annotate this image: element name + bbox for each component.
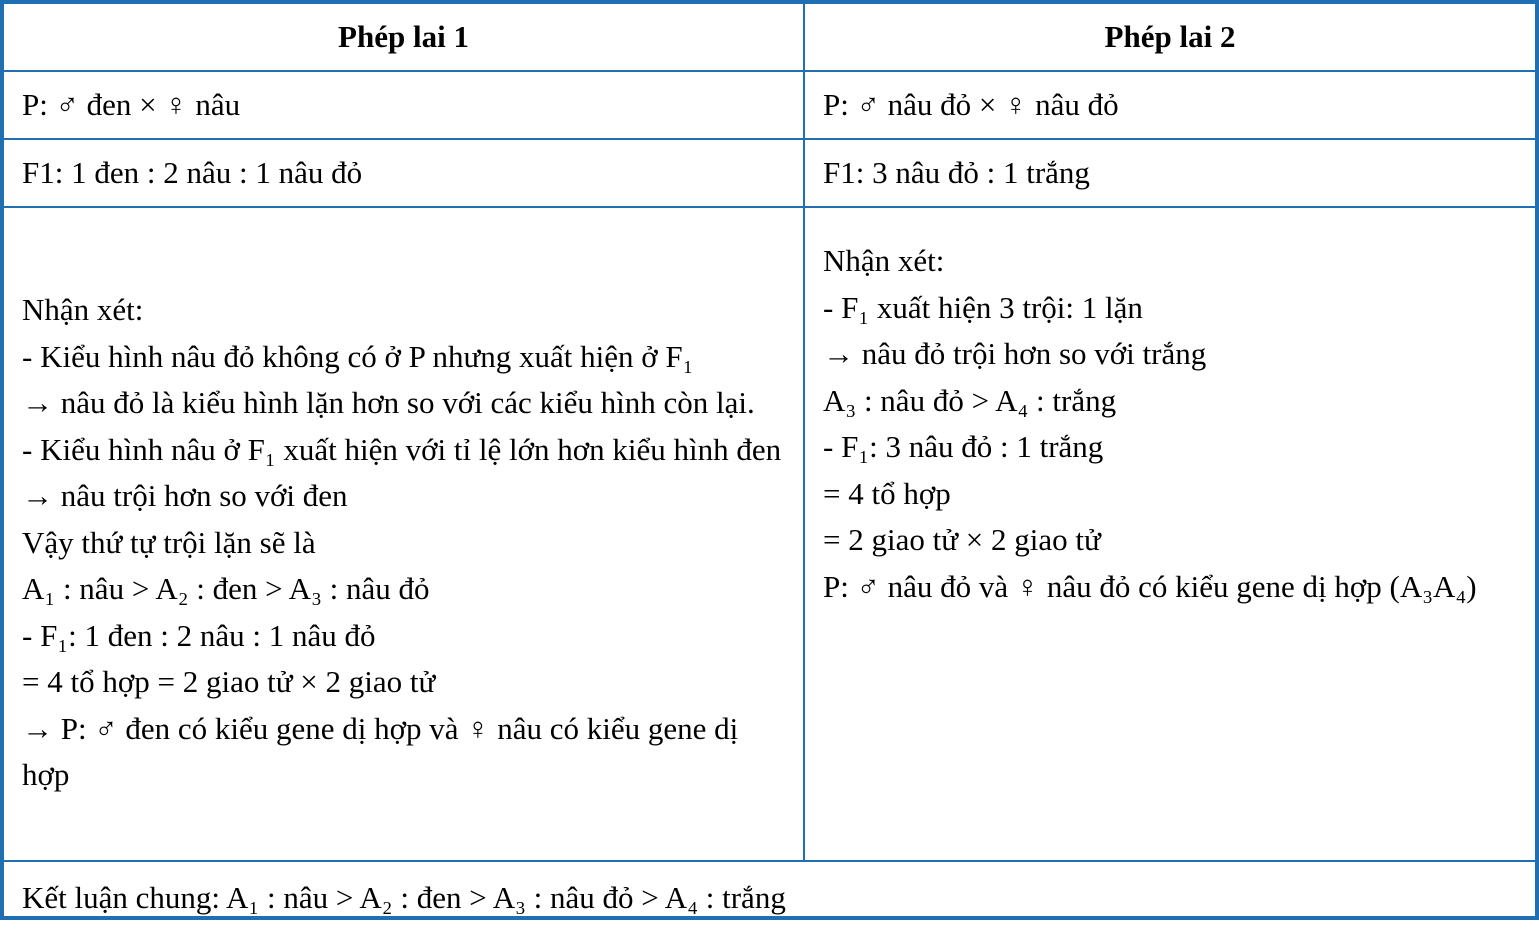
note-line: - F₁: 3 nâu đỏ : 1 trắng — [823, 429, 1104, 464]
cross-2-f1: F1: 3 nâu đỏ : 1 trắng — [804, 139, 1535, 207]
cross-2-parents: P: ♂ nâu đỏ × ♀ nâu đỏ — [804, 71, 1535, 139]
note-line: = 4 tổ hợp — [823, 475, 951, 511]
cross-1-parents: P: ♂ đen × ♀ nâu — [4, 71, 804, 139]
note-line: → nâu đỏ là kiểu hình lặn hơn so với các kiểu hình còn lại. — [22, 385, 755, 421]
cross-1-notes — [4, 207, 804, 861]
note-line: A₃ : nâu đỏ > A₄ : trắng — [823, 382, 1117, 418]
note-line: A₁ : nâu > A₂ : đen > A₃ : nâu đỏ — [22, 571, 430, 607]
header-row — [4, 4, 1535, 71]
note-line: Nhận xét: — [22, 292, 144, 328]
header-cross-2: Phép lai 2 — [804, 4, 1535, 71]
note-line: - F₁: 1 đen : 2 nâu : 1 nâu đỏ — [22, 617, 376, 653]
note-line: P: ♂ nâu đỏ và ♀ nâu đỏ có kiểu gene dị hợp (A₃A₄) — [823, 568, 1477, 604]
note-line: - Kiểu hình nâu ở F₁ xuất hiện với tỉ lệ lớn hơn kiểu hình đen → nâu trội hơn so với đen — [22, 431, 789, 514]
cross-1-f1: F1: 1 đen : 2 nâu : 1 nâu đỏ — [4, 139, 804, 207]
parents-row — [4, 71, 1535, 139]
cross-2-notes — [804, 207, 1535, 861]
note-line: = 2 giao tử × 2 giao tử — [823, 522, 1101, 557]
header-cross-1: Phép lai 1 — [4, 4, 804, 71]
note-line: - F₁ xuất hiện 3 trội: 1 lặn — [823, 289, 1143, 325]
notes-row — [4, 207, 1535, 861]
conclusion-text: Kết luận chung: A₁ : nâu > A₂ : đen > A₃ : nâu đỏ > A₄ : trắng — [4, 861, 1535, 934]
note-line: → nâu đỏ trội hơn so với trắng — [823, 336, 1207, 371]
note-line: Nhận xét: — [823, 243, 945, 278]
f1-row — [4, 139, 1535, 207]
note-line: - Kiểu hình nâu đỏ không có ở P nhưng xuất hiện ở F₁ — [22, 338, 694, 374]
note-line: Vậy thứ tự trội lặn sẽ là — [22, 524, 316, 560]
note-line: → P: ♂ đen có kiểu gene dị hợp và ♀ nâu có kiểu gene dị hợp — [22, 710, 747, 793]
note-line: = 4 tổ hợp = 2 giao tử × 2 giao tử — [22, 664, 436, 700]
conclusion-row — [4, 861, 1535, 934]
cross-comparison-table — [4, 4, 1535, 934]
